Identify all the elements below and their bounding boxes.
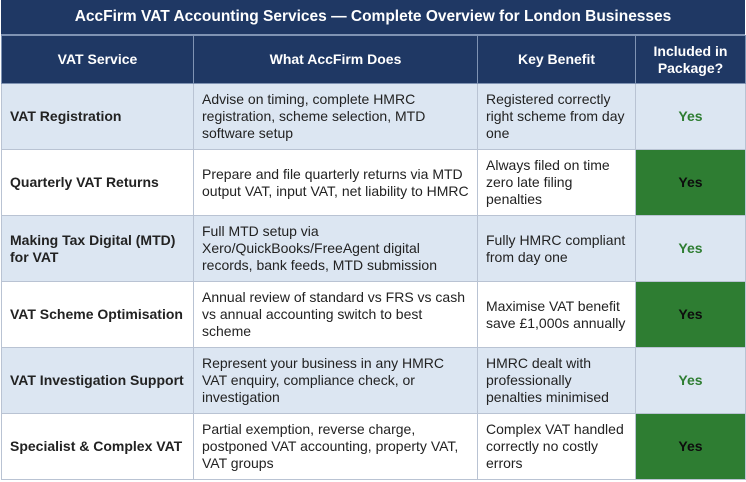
service-benefit: Always filed on time zero late filing penalties: [478, 150, 636, 216]
service-name: VAT Registration: [2, 84, 194, 150]
included-status: Yes: [636, 282, 746, 348]
included-status: Yes: [636, 84, 746, 150]
table-row: [2, 216, 746, 282]
included-status: Yes: [636, 150, 746, 216]
service-name: Specialist & Complex VAT: [2, 414, 194, 480]
included-status: Yes: [636, 216, 746, 282]
table-row: [2, 282, 746, 348]
service-description: Prepare and file quarterly returns via MTD output VAT, input VAT, net liability to HMRC: [194, 150, 478, 216]
service-description: Full MTD setup via Xero/QuickBooks/FreeAgent digital records, bank feeds, MTD submission: [194, 216, 478, 282]
header-key-benefit: Key Benefit: [478, 36, 636, 84]
service-benefit: Registered correctly right scheme from day one: [478, 84, 636, 150]
header-row: [2, 36, 746, 84]
vat-services-table: [1, 35, 746, 480]
service-name: Making Tax Digital (MTD) for VAT: [2, 216, 194, 282]
service-name: VAT Investigation Support: [2, 348, 194, 414]
service-benefit: Complex VAT handled correctly no costly errors: [478, 414, 636, 480]
service-benefit: HMRC dealt with professionally penalties minimised: [478, 348, 636, 414]
vat-services-table-container: [1, 0, 745, 480]
service-description: Annual review of standard vs FRS vs cash vs annual accounting switch to best scheme: [194, 282, 478, 348]
included-status: Yes: [636, 414, 746, 480]
service-name: VAT Scheme Optimisation: [2, 282, 194, 348]
service-description: Represent your business in any HMRC VAT enquiry, compliance check, or investigation: [194, 348, 478, 414]
service-benefit: Fully HMRC compliant from day one: [478, 216, 636, 282]
service-name: Quarterly VAT Returns: [2, 150, 194, 216]
table-row: [2, 84, 746, 150]
table-title: AccFirm VAT Accounting Services — Complete Overview for London Businesses: [1, 0, 745, 35]
header-vat-service: VAT Service: [2, 36, 194, 84]
header-included-in-package: Included in Package?: [636, 36, 746, 84]
service-benefit: Maximise VAT benefit save £1,000s annually: [478, 282, 636, 348]
service-description: Partial exemption, reverse charge, postponed VAT accounting, property VAT, VAT groups: [194, 414, 478, 480]
included-status: Yes: [636, 348, 746, 414]
service-description: Advise on timing, complete HMRC registration, scheme selection, MTD software setup: [194, 84, 478, 150]
table-row: [2, 414, 746, 480]
table-row: [2, 150, 746, 216]
header-what-accfirm-does: What AccFirm Does: [194, 36, 478, 84]
table-row: [2, 348, 746, 414]
